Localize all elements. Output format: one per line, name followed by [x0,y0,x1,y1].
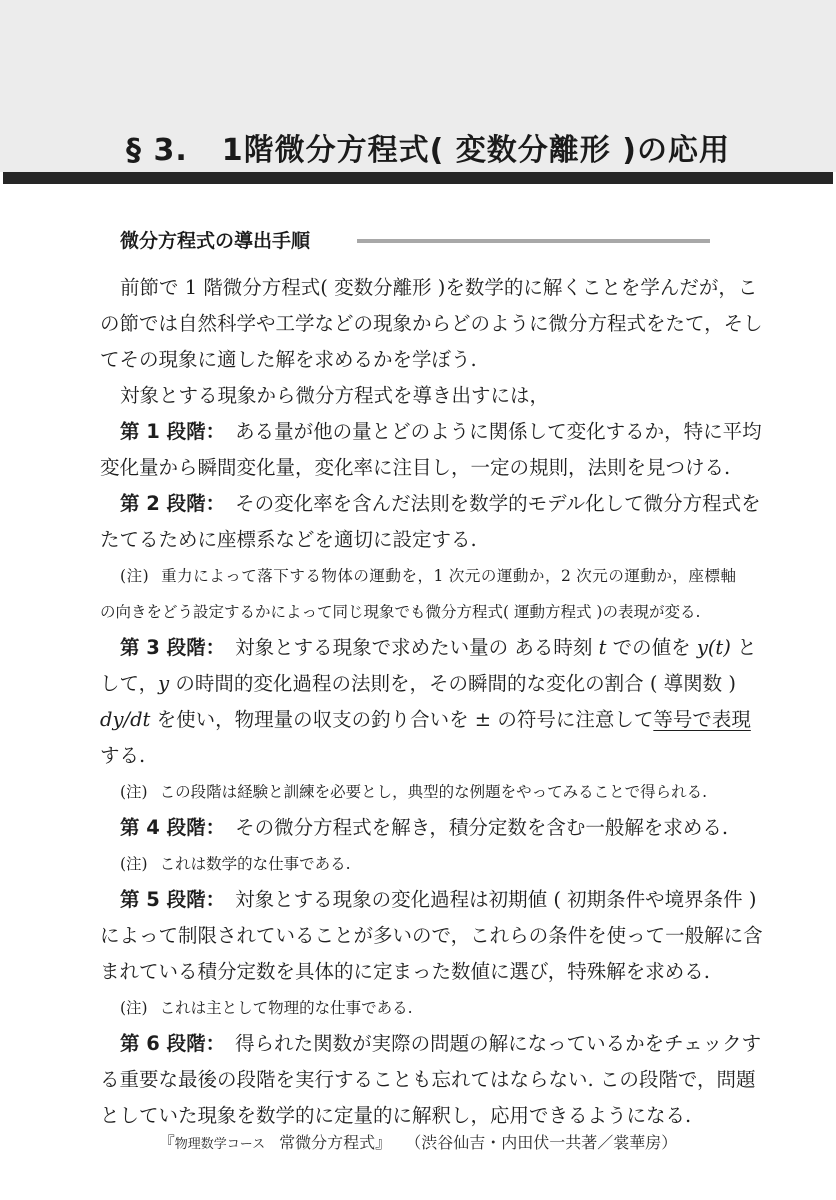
step-3-line: する. [100,744,146,767]
math-t: t [598,636,607,659]
step-text: と [730,636,757,659]
step-text: 得られた関数が実際の問題の解になっているかをチェックす [235,1032,762,1055]
step-2-note: の向きをどう設定するかによって同じ現象でも微分方程式( 運動方程式 )の表現が変る. [100,603,701,621]
step-5-line: によって制限されていることが多いので，これらの条件を使って一般解に含 [100,924,763,947]
math-y-of-t: y(t) [696,636,731,659]
step-2-line [100,486,761,522]
step-5-line [100,882,757,918]
step-text: して， [100,672,159,695]
chapter-title-text: 1階微分方程式( 変数分離形 )の応用 [221,133,730,168]
step-6-label: 第 6 段階： [120,1032,226,1055]
note-label: (注) [120,999,148,1017]
citation-close-bracket: 』 [375,1133,392,1152]
note-label: (注) [120,783,148,801]
note-label: (注) [120,855,148,873]
citation-series: 物理数学コース [174,1137,266,1152]
step-text: の時間的変化過程の法則を，その瞬間的な変化の割合 ( 導関数 ) [169,672,736,695]
step-text: での値を [606,636,697,659]
step-5-label: 第 5 段階： [120,888,226,911]
step-1-label: 第 1 段階： [120,420,226,443]
step-6-line [100,1026,762,1062]
citation-open-bracket: 『 [158,1133,175,1152]
section-heading: 微分方程式の導出手順 [120,230,311,252]
step-2-line: たてるために座標系などを適切に設定する. [100,528,477,551]
math-y: y [158,672,170,695]
note-label: (注) [120,567,149,585]
step-1-line [100,414,762,450]
step-4-line [100,810,736,846]
section-number: § 3. [126,133,188,168]
note-text: これは数学的な仕事である. [159,855,351,873]
intro-line: 前節で 1 階微分方程式( 変数分離形 )を数学的に解くことを学んだが，こ [120,276,758,299]
step-text: ある量が他の量とどのように関係して変化するか，特に平均 [235,420,762,443]
step-3-line [100,666,736,702]
step-3-line [100,630,757,666]
note-text: これは主として物理的な仕事である. [159,999,413,1017]
step-text: その変化率を含んだ法則を数学的モデル化して微分方程式を [235,492,761,515]
citation-book-title: 常微分方程式 [279,1133,376,1152]
step-2-note [100,558,736,594]
source-citation [0,1130,836,1153]
step-4-label: 第 4 段階： [120,816,226,839]
step-4-note [100,846,736,882]
header-divider [3,172,833,184]
note-text: 重力によって落下する物体の運動を，1 次元の運動か，2 次元の運動か，座標軸 [160,567,736,585]
step-6-line: る重要な最後の段階を実行することも忘れてはならない. この段階で，問題 [100,1068,756,1091]
step-text: その微分方程式を解き，積分定数を含む一般解を求める. [235,816,729,839]
section-heading-rule [357,239,710,243]
intro-lead-in: 対象とする現象から微分方程式を導き出すには， [120,384,550,407]
step-5-line: まれている積分定数を具体的に定まった数値に選び，特殊解を求める. [100,960,710,983]
citation-authors: （渋谷仙吉・内田伏一共著／裳華房） [405,1133,678,1152]
math-dy-dt: dy/dt [100,708,151,731]
step-3-note [100,774,736,810]
note-text: この段階は経験と訓練を必要とし，典型的な例題をやってみることで得られる. [159,783,708,801]
step-5-note [100,990,736,1026]
chapter-title [0,125,836,169]
step-2-label: 第 2 段階： [120,492,226,515]
step-6-line: としていた現象を数学的に定量的に解釈し，応用できるようになる. [100,1104,692,1127]
intro-line: てその現象に適した解を求めるかを学ぼう. [100,348,477,371]
underlined-phrase: 等号で表現 [653,708,751,731]
body-text [100,270,763,1134]
step-text: を使い，物理量の収支の釣り合いを ± の符号に注意して [150,708,654,731]
step-text: 対象とする現象の変化過程は初期値 ( 初期条件や境界条件 ) [235,888,757,911]
step-3-line [100,702,751,738]
intro-line: の節では自然科学や工学などの現象からどのように微分方程式をたて，そし [100,312,763,335]
step-text: 対象とする現象で求めたい量の ある時刻 [235,636,599,659]
step-1-line: 変化量から瞬間変化量，変化率に注目し，一定の規則，法則を見つける. [100,456,731,479]
step-3-label: 第 3 段階： [120,636,226,659]
